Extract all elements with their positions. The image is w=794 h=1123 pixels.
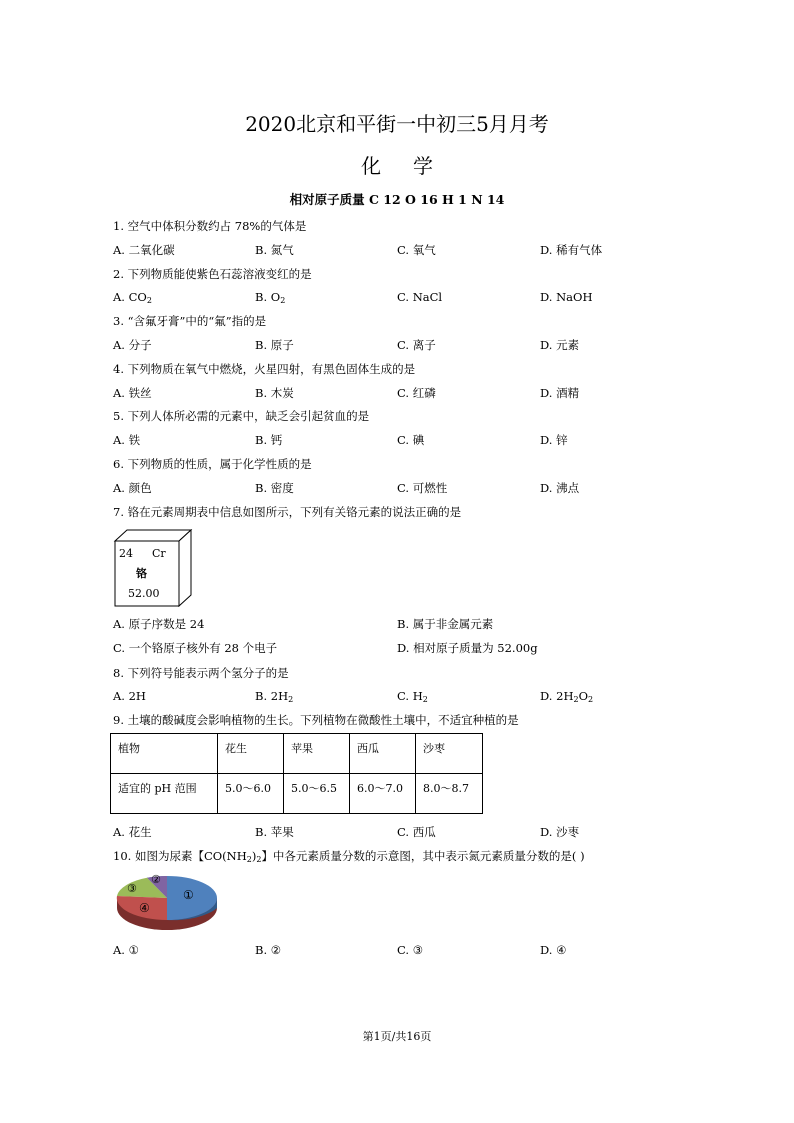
q2-option-d: D. NaOH xyxy=(540,290,593,304)
q1-option-c: C. 氧气 xyxy=(397,243,436,257)
q2-option-c: C. NaCl xyxy=(397,290,443,304)
q5-option-c: C. 碘 xyxy=(397,433,425,447)
element-symbol: Cr xyxy=(152,547,166,560)
q3-option-a: A. 分子 xyxy=(113,338,152,352)
pie-label-2: ② xyxy=(151,873,161,886)
q5-option-d: D. 锌 xyxy=(540,433,568,447)
question-6: 6. 下列物质的性质，属于化学性质的是 xyxy=(113,457,312,471)
question-8: 8. 下列符号能表示两个氢分子的是 xyxy=(113,666,289,680)
element-mass: 52.00 xyxy=(128,587,160,600)
page-title: 2020北京和平街一中初三5月月考 xyxy=(245,112,549,136)
element-name: 铬 xyxy=(136,567,147,580)
q9-option-c: C. 西瓜 xyxy=(397,825,436,839)
q6-option-d: D. 沸点 xyxy=(540,481,580,495)
pie-label-3: ③ xyxy=(127,882,137,895)
q7-option-a: A. 原子序数是 24 xyxy=(113,617,205,631)
question-3: 3. “含氟牙膏”中的“氟”指的是 xyxy=(113,314,267,328)
page-footer: 第1页/共16页 xyxy=(362,1030,432,1043)
q7-option-c: C. 一个铬原子核外有 28 个电子 xyxy=(113,641,278,655)
table-cell: 沙枣 xyxy=(416,734,483,774)
q3-option-b: B. 原子 xyxy=(255,338,294,352)
q6-option-a: A. 颜色 xyxy=(113,481,152,495)
q10-option-c: C. ③ xyxy=(397,943,424,957)
q3-option-d: D. 元素 xyxy=(540,338,580,352)
q7-option-b: B. 属于非金属元素 xyxy=(397,617,494,631)
question-2: 2. 下列物质能使紫色石蕊溶液变红的是 xyxy=(113,267,312,281)
q1-option-a: A. 二氧化碳 xyxy=(113,243,175,257)
table-cell: 适宜的 pH 范围 xyxy=(111,774,218,814)
ph-range-table xyxy=(110,733,483,814)
q8-option-d: D. $2H_2O_2$ xyxy=(540,689,594,704)
table-cell: 西瓜 xyxy=(350,734,416,774)
q4-option-b: B. 木炭 xyxy=(255,386,294,400)
q9-option-b: B. 苹果 xyxy=(255,825,294,839)
question-7: 7. 铬在元素周期表中信息如图所示，下列有关铬元素的说法正确的是 xyxy=(113,505,462,519)
table-cell: 5.0～6.0 xyxy=(218,774,284,814)
q10-option-b: B. ② xyxy=(255,943,282,957)
element-atomic-number: 24 xyxy=(119,547,133,560)
q1-option-b: B. 氮气 xyxy=(255,243,294,257)
q6-option-b: B. 密度 xyxy=(255,481,294,495)
question-1: 1. 空气中体积分数约占 78%的气体是 xyxy=(113,219,307,233)
question-10: 10. 如图为尿素【$CO(NH_2)_2$】中各元素质量分数的示意图，其中表示氮元素质量分数的是( ) xyxy=(113,849,585,864)
q7-option-d: D. 相对原子质量为 52.00g xyxy=(397,641,538,655)
question-9: 9. 土壤的酸碱度会影响植物的生长。下列植物在微酸性土壤中，不适宜种植的是 xyxy=(113,713,519,727)
q6-option-c: C. 可燃性 xyxy=(397,481,448,495)
table-cell: 8.0～8.7 xyxy=(416,774,483,814)
table-cell: 植物 xyxy=(111,734,218,774)
q9-option-d: D. 沙枣 xyxy=(540,825,580,839)
table-cell: 6.0～7.0 xyxy=(350,774,416,814)
table-cell: 花生 xyxy=(218,734,284,774)
q4-option-c: C. 红磷 xyxy=(397,386,436,400)
element-cell-chromium xyxy=(113,529,193,607)
atomic-masses: 相对原子质量 C 12 O 16 H 1 N 14 xyxy=(289,192,505,207)
table-row xyxy=(111,774,483,814)
q9-option-a: A. 花生 xyxy=(113,825,152,839)
q8-option-a: A. 2H xyxy=(113,689,146,703)
table-row xyxy=(111,734,483,774)
q4-option-a: A. 铁丝 xyxy=(113,386,152,400)
q8-option-c: C. $H_2$ xyxy=(397,689,428,704)
pie-label-1: ① xyxy=(183,888,194,902)
q5-option-b: B. 钙 xyxy=(255,433,283,447)
q4-option-d: D. 酒精 xyxy=(540,386,580,400)
q10-option-a: A. ① xyxy=(113,943,139,957)
q2-option-a: A. $CO_2$ xyxy=(113,290,152,305)
q2-option-b: B. $O_2$ xyxy=(255,290,286,305)
urea-mass-fraction-pie xyxy=(113,871,217,931)
q5-option-a: A. 铁 xyxy=(113,433,141,447)
q8-option-b: B. $2H_2$ xyxy=(255,689,294,704)
subject-title: 化学 xyxy=(361,154,465,178)
question-5: 5. 下列人体所必需的元素中，缺乏会引起贫血的是 xyxy=(113,409,370,423)
q10-option-d: D. ④ xyxy=(540,943,567,957)
question-4: 4. 下列物质在氧气中燃烧，火星四射，有黑色固体生成的是 xyxy=(113,362,416,376)
table-cell: 5.0～6.5 xyxy=(284,774,350,814)
table-cell: 苹果 xyxy=(284,734,350,774)
pie-label-4: ④ xyxy=(139,901,150,915)
q3-option-c: C. 离子 xyxy=(397,338,436,352)
q1-option-d: D. 稀有气体 xyxy=(540,243,603,257)
